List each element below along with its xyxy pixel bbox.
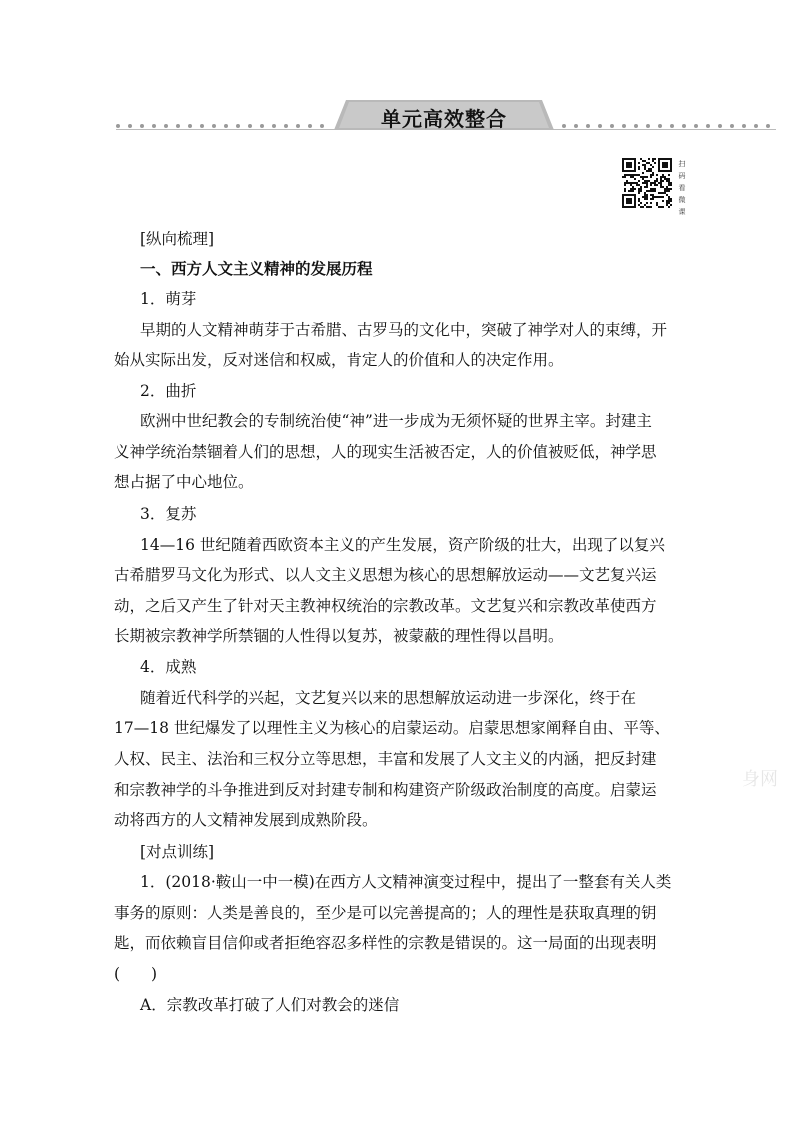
header-dot (670, 124, 674, 128)
header-dot (754, 124, 758, 128)
header-dot (598, 124, 602, 128)
header-dot (272, 124, 276, 128)
header-dots-left (116, 124, 328, 128)
question-line: 1．(2018·鞍山一中一模)在西方人文精神演变过程中，提出了一整套有关人类 (140, 873, 672, 891)
header-dot (646, 124, 650, 128)
page-title: 单元高效整合 (381, 107, 507, 131)
question-option-a: A．宗教改革打破了人们对教会的迷信 (140, 996, 400, 1014)
section-label-practice: [对点训练] (140, 843, 215, 861)
paragraph-line: 17—18 世纪爆发了以理性主义为核心的启蒙运动。启蒙思想家阐释自由、平等、 (114, 719, 670, 737)
header-dot (562, 124, 566, 128)
qr-caption-char: 微 (678, 196, 686, 204)
paragraph-line: 动将西方的人文精神发展到成熟阶段。 (114, 811, 378, 829)
header-dot (682, 124, 686, 128)
header-dot (610, 124, 614, 128)
header-dot (320, 124, 324, 128)
qr-caption (676, 158, 688, 218)
paragraph-line: 14—16 世纪随着西欧资本主义的产生发展，资产阶级的壮大，出现了以复兴 (140, 536, 665, 554)
header-dot (284, 124, 288, 128)
header-dot (694, 124, 698, 128)
paragraph-line: 动，之后又产生了针对天主教神权统治的宗教改革。文艺复兴和宗教改革使西方 (114, 597, 657, 615)
header-dot (296, 124, 300, 128)
header-dots-right (562, 124, 776, 128)
header-dot (236, 124, 240, 128)
header-dot (766, 124, 770, 128)
header-dot (224, 124, 228, 128)
header-dot (586, 124, 590, 128)
header-banner (116, 100, 776, 130)
paragraph-line: 义神学统治禁锢着人们的思想，人的现实生活被否定，人的价值被贬低，神学思 (114, 443, 657, 461)
question-answer-bracket: ( ) (114, 965, 158, 983)
subsection-title-4: 4．成熟 (140, 658, 197, 676)
paragraph-line: 长期被宗教神学所禁锢的人性得以复苏，被蒙蔽的理性得以昌明。 (114, 627, 564, 645)
header-dot (116, 124, 120, 128)
header-dot (200, 124, 204, 128)
header-dot (730, 124, 734, 128)
header-dot (718, 124, 722, 128)
watermark: 身网 (742, 769, 778, 790)
paragraph-line: 古希腊罗马文化为形式、以人文主义思想为核心的思想解放运动——文艺复兴运 (114, 566, 657, 584)
subsection-title-2: 2．曲折 (140, 382, 197, 400)
header-dot (658, 124, 662, 128)
paragraph-line: 欧洲中世纪教会的专制统治使“神”进一步成为无须怀疑的世界主宰。封建主 (140, 412, 652, 430)
subsection-title-3: 3．复苏 (140, 505, 197, 523)
paragraph-line: 人权、民主、法治和三权分立等思想，丰富和发展了人文主义的内涵，把反封建 (114, 750, 657, 768)
header-tab (334, 100, 554, 130)
header-dot (248, 124, 252, 128)
header-dot (308, 124, 312, 128)
paragraph-line: 始从实际出发，反对迷信和权威，肯定人的价值和人的决定作用。 (114, 351, 564, 369)
qr-caption-char: 课 (678, 208, 686, 216)
header-dot (176, 124, 180, 128)
header-dot (128, 124, 132, 128)
header-dot (164, 124, 168, 128)
section-label-vertical-review: [纵向梳理] (140, 230, 215, 248)
qr-code-icon[interactable] (622, 158, 672, 208)
header-dot (622, 124, 626, 128)
header-dot (260, 124, 264, 128)
header-dot (152, 124, 156, 128)
subsection-title-1: 1．萌芽 (140, 290, 197, 308)
question-line: 事务的原则：人类是善良的，至少是可以完善提高的；人的理性是获取真理的钥 (114, 904, 657, 922)
paragraph-line: 早期的人文精神萌芽于古希腊、古罗马的文化中，突破了神学对人的束缚，开 (140, 321, 668, 339)
header-dot (140, 124, 144, 128)
qr-caption-char: 看 (678, 184, 686, 192)
header-dot (212, 124, 216, 128)
qr-caption-char: 扫 (678, 160, 686, 168)
paragraph-line: 和宗教神学的斗争推进到反对封建专制和构建资产阶级政治制度的高度。启蒙运 (114, 781, 657, 799)
header-dot (742, 124, 746, 128)
header-dot (634, 124, 638, 128)
header-dot (574, 124, 578, 128)
section-heading: 一、西方人文主义精神的发展历程 (140, 259, 373, 278)
header-dot (706, 124, 710, 128)
question-line: 匙，而依赖盲目信仰或者拒绝容忍多样性的宗教是错误的。这一局面的出现表明 (114, 934, 657, 952)
qr-caption-char: 码 (678, 172, 686, 180)
paragraph-line: 随着近代科学的兴起，文艺复兴以来的思想解放运动进一步深化，终于在 (140, 689, 637, 707)
header-dot (188, 124, 192, 128)
paragraph-line: 想占据了中心地位。 (114, 473, 254, 491)
